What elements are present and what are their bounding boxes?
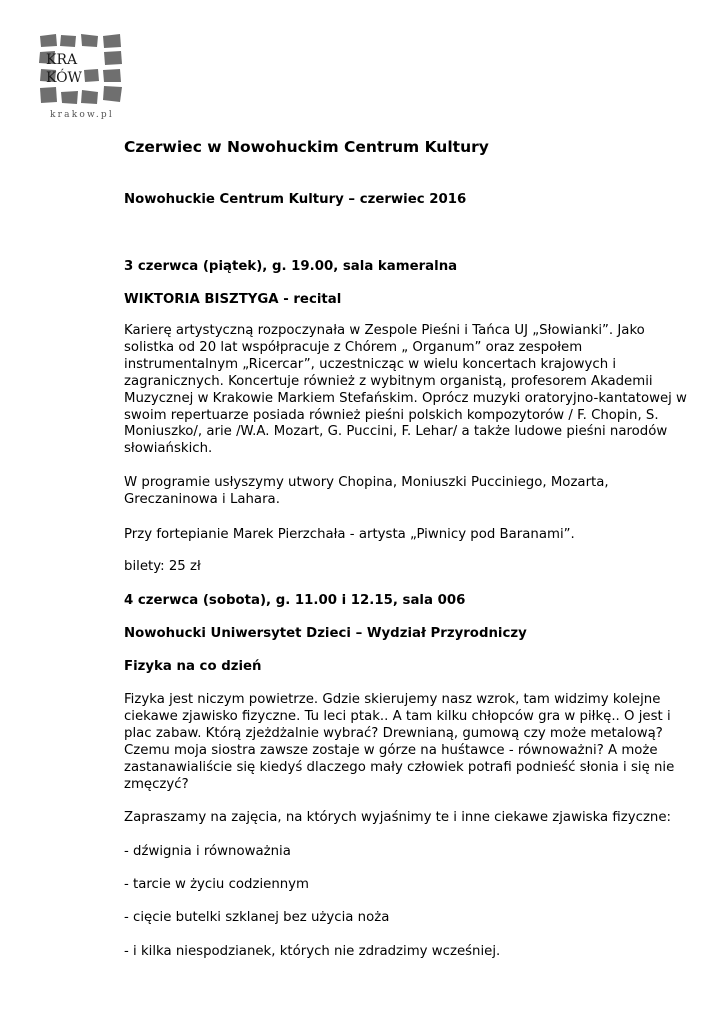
krakow-logo-mark xyxy=(36,30,128,112)
event2-name: Fizyka na co dzień xyxy=(124,659,262,674)
text-line: słowiańskich. xyxy=(124,441,213,457)
text-line: plac zabaw. Którą zjeżdżalnie wybrać? Drewnianą, gumową czy może metalową? xyxy=(124,725,663,741)
text-line: zagranicznych. Koncertuje również z wybitnym organistą, profesorem Akademii xyxy=(124,373,653,389)
page-title: Czerwiec w Nowohuckim Centrum Kultury xyxy=(124,138,489,156)
event1-tickets: bilety: 25 zł xyxy=(124,559,201,574)
text-line: zastanawialiście się kiedyś dlaczego mały człowiek potrafi podnieść słonia i się nie xyxy=(124,759,675,775)
logo-caption: krakow.pl xyxy=(50,110,114,120)
event2-topic: - tarcie w życiu codziennym xyxy=(124,877,310,892)
page-subtitle: Nowohuckie Centrum Kultury – czerwiec 2016 xyxy=(124,192,467,207)
text-line: W programie usłyszymy utwory Chopina, Moniuszki Pucciniego, Mozarta, xyxy=(124,475,609,490)
event2-organizer: Nowohucki Uniwersytet Dzieci – Wydział Przyrodniczy xyxy=(124,626,527,641)
text-line: Fizyka jest niczym powietrze. Gdzie skierujemy nasz wzrok, tam widzimy kolejne xyxy=(124,692,661,707)
event1-program xyxy=(124,475,609,509)
text-line: swoim repertuarze posiada również pieśni polskich kompozytorów / F. Chopin, S. xyxy=(124,407,659,423)
event2-invite: Zapraszamy na zajęcia, na których wyjaśnimy te i inne ciekawe zjawiska fizyczne: xyxy=(124,810,672,825)
event1-piano: Przy fortepianie Marek Pierzchała - artysta „Piwnicy pod Baranami”. xyxy=(124,527,575,542)
logo-mark-line2: KÓW xyxy=(46,70,82,86)
text-line: Muzycznej w Krakowie Markiem Stefańskim. Oprócz muzyki oratoryjno-kantatowej w xyxy=(124,390,687,406)
event2-when: 4 czerwca (sobota), g. 11.00 i 12.15, sala 006 xyxy=(124,593,466,608)
event1-name: WIKTORIA BISZTYGA - recital xyxy=(124,292,342,307)
event2-topic: - cięcie butelki szklanej bez użycia noża xyxy=(124,910,390,925)
text-line: solistka od 20 lat współpracuje z Chórem „ Organum” oraz zespołem xyxy=(124,339,583,355)
text-line: Greczaninowa i Lahara. xyxy=(124,491,280,507)
text-line: Karierę artystyczną rozpoczynała w Zespole Pieśni i Tańca UJ „Słowianki”. Jako xyxy=(124,323,645,338)
event2-topic: - i kilka niespodzianek, których nie zdradzimy wcześniej. xyxy=(124,944,501,959)
event1-description xyxy=(124,323,687,458)
text-line: Czemu moja siostra zawsze zostaje w górze na huśtawce - równoważni? A może xyxy=(124,742,658,758)
text-line: zmęczyć? xyxy=(124,776,189,792)
event2-topic: - dźwignia i równoważnia xyxy=(124,844,291,859)
event2-description xyxy=(124,692,674,793)
text-line: ciekawe zjawisko fizyczne. Tu leci ptak.. A tam kilku chłopców gra w piłkę.. O jest i xyxy=(124,708,671,724)
krakow-logo xyxy=(36,30,128,126)
logo-mark-line1: KRA xyxy=(46,52,78,68)
text-line: Moniuszko/, arie /W.A. Mozart, G. Puccini, F. Lehar/ a także ludowe pieśni narodów xyxy=(124,424,668,440)
text-line: instrumentalnym „Ricercar”, uczestnicząc w wielu koncertach krajowych i xyxy=(124,356,617,372)
event1-when: 3 czerwca (piątek), g. 19.00, sala kameralna xyxy=(124,259,458,274)
